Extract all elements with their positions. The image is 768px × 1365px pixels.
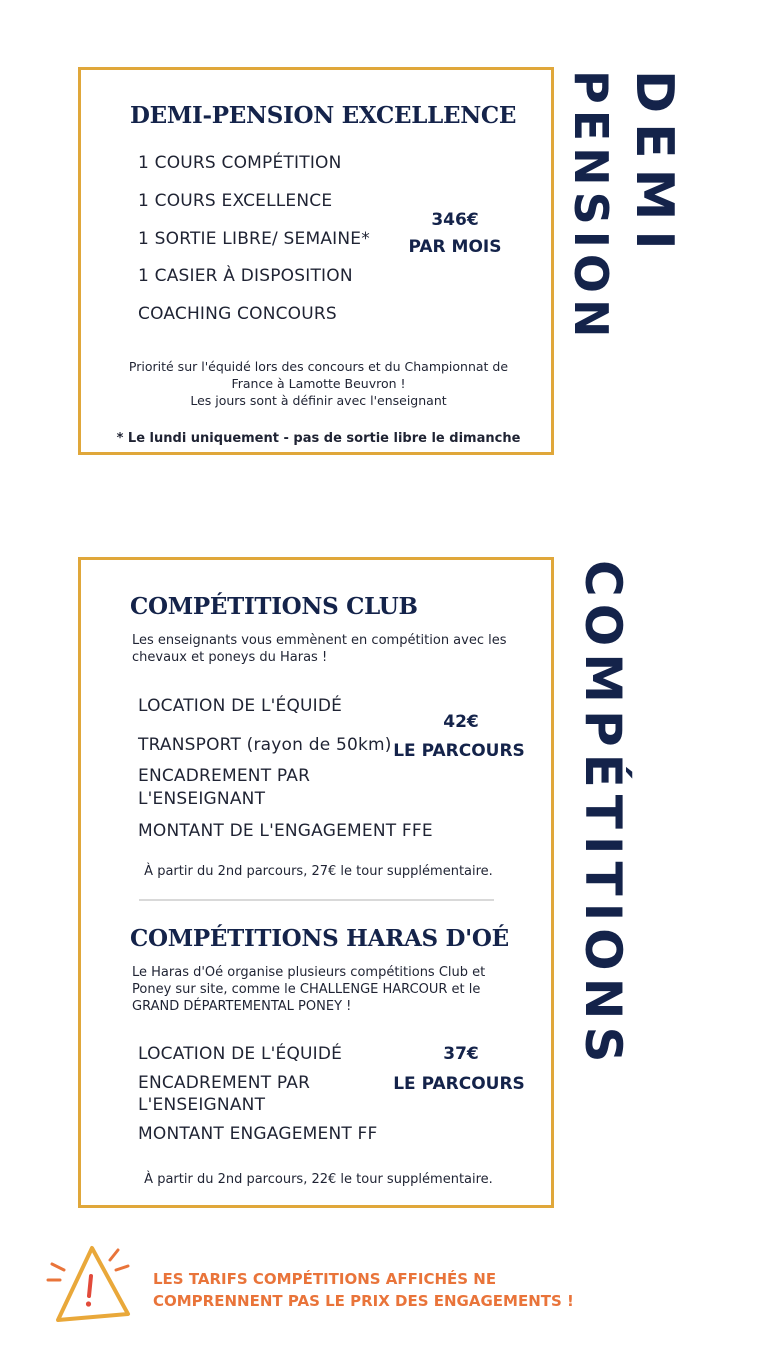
intro-line: GRAND DÉPARTEMENTAL PONEY !: [132, 999, 352, 1014]
club-price: 42€: [443, 712, 479, 732]
demi-pension-item: 1 COURS COMPÉTITION: [138, 153, 342, 173]
demi-pension-card: [78, 67, 554, 455]
demi-pension-item: 1 COURS EXCELLENCE: [138, 191, 333, 211]
demi-pension-note: [91, 358, 546, 409]
side-title-pension: PENSION: [564, 70, 618, 344]
note-line: France à Lamotte Beuvron !: [231, 376, 406, 391]
haras-item: L'ENSEIGNANT: [138, 1095, 266, 1115]
club-price-unit: LE PARCOURS: [393, 741, 525, 761]
club-item: MONTANT DE L'ENGAGEMENT FFE: [138, 821, 433, 841]
haras-item: ENCADREMENT PAR: [138, 1073, 311, 1093]
side-title-competitions: COMPÉTITIONS: [574, 560, 632, 1070]
intro-line: Le Haras d'Oé organise plusieurs compétitions Club et: [132, 965, 486, 980]
note-line: Priorité sur l'équidé lors des concours et du Championnat de: [128, 359, 509, 374]
haras-price-unit: LE PARCOURS: [393, 1074, 525, 1094]
haras-item: MONTANT ENGAGEMENT FF: [138, 1124, 378, 1144]
club-item: L'ENSEIGNANT: [138, 789, 266, 809]
club-item: LOCATION DE L'ÉQUIDÉ: [138, 696, 343, 716]
demi-pension-item: COACHING CONCOURS: [138, 304, 337, 324]
demi-pension-item: 1 SORTIE LIBRE/ SEMAINE*: [138, 229, 370, 249]
demi-pension-footnote: * Le lundi uniquement - pas de sortie libre le dimanche: [116, 431, 521, 446]
club-item: TRANSPORT (rayon de 50km): [138, 735, 392, 755]
warning-text: [153, 1268, 574, 1312]
club-item: ENCADREMENT PAR: [138, 766, 311, 786]
warning-line: LES TARIFS COMPÉTITIONS AFFICHÉS NE: [153, 1270, 497, 1288]
competitions-club-intro: [132, 632, 532, 666]
demi-pension-price: 346€: [431, 210, 479, 230]
demi-pension-title: DEMI-PENSION EXCELLENCE: [130, 102, 517, 129]
competitions-card: [78, 557, 554, 1208]
warning-line: COMPRENNENT PAS LE PRIX DES ENGAGEMENTS !: [153, 1292, 574, 1310]
competitions-club-title: COMPÉTITIONS CLUB: [130, 593, 418, 620]
haras-extra: À partir du 2nd parcours, 22€ le tour supplémentaire.: [144, 1172, 493, 1187]
intro-line: Poney sur site, comme le CHALLENGE HARCOUR et le: [132, 982, 481, 997]
intro-line: chevaux et poneys du Haras !: [132, 650, 328, 665]
competitions-haras-title: COMPÉTITIONS HARAS D'OÉ: [130, 925, 509, 952]
note-line: Les jours sont à définir avec l'enseignant: [190, 393, 447, 408]
demi-pension-price-unit: PAR MOIS: [408, 237, 502, 257]
haras-price: 37€: [443, 1044, 479, 1064]
club-extra: À partir du 2nd parcours, 27€ le tour supplémentaire.: [144, 864, 493, 879]
warning-triangle-icon: [42, 1236, 134, 1328]
intro-line: Les enseignants vous emmènent en compétition avec les: [132, 633, 507, 648]
competitions-haras-intro: [132, 964, 542, 1015]
side-title-demi: DEMI: [624, 70, 684, 260]
section-divider: [139, 899, 494, 901]
haras-item: LOCATION DE L'ÉQUIDÉ: [138, 1044, 343, 1064]
demi-pension-item: 1 CASIER À DISPOSITION: [138, 266, 353, 286]
